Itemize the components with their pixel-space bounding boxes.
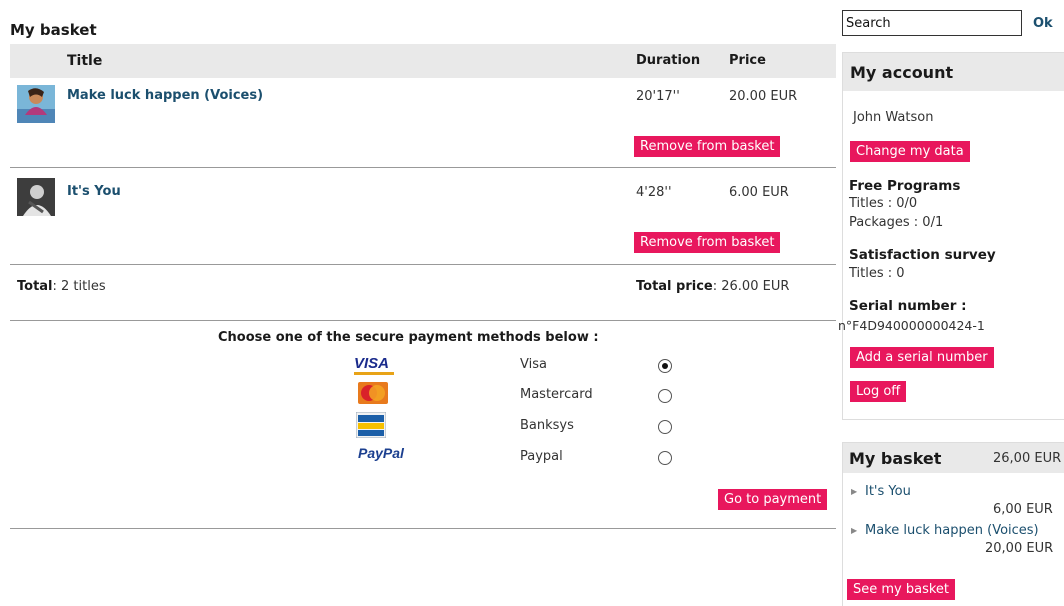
triangle-right-icon: ▶ xyxy=(851,487,858,496)
see-my-basket-button[interactable]: See my basket xyxy=(847,579,955,600)
total-value: : 2 titles xyxy=(52,279,106,294)
total-price-value: : 26.00 EUR xyxy=(712,279,790,294)
payment-option-visa[interactable] xyxy=(340,352,690,378)
payment-heading: Choose one of the secure payment methods below : xyxy=(218,330,599,345)
change-my-data-button[interactable]: Change my data xyxy=(850,141,970,162)
payment-method-label: Mastercard xyxy=(520,387,593,402)
mini-basket-header xyxy=(843,443,1064,473)
track-price: 6.00 EUR xyxy=(729,185,789,200)
free-programs-packages: Packages : 0/1 xyxy=(849,215,944,230)
payment-option-mastercard[interactable] xyxy=(340,382,690,408)
table-header xyxy=(10,44,836,78)
mini-basket-item-price: 20,00 EUR xyxy=(985,541,1054,556)
total-price-label: Total price xyxy=(636,279,713,294)
log-off-button[interactable]: Log off xyxy=(850,381,906,402)
track-duration: 4'28'' xyxy=(636,185,672,200)
free-programs-titles: Titles : 0/0 xyxy=(849,196,918,211)
free-programs-heading: Free Programs xyxy=(849,178,961,194)
satisfaction-survey-heading: Satisfaction survey xyxy=(849,247,996,263)
serial-number-heading: Serial number : xyxy=(849,298,967,314)
column-title: Title xyxy=(67,53,103,69)
my-account-heading: My account xyxy=(843,53,1064,91)
column-price: Price xyxy=(729,53,766,68)
track-title-link[interactable]: Make luck happen (Voices) xyxy=(67,88,264,103)
my-account-box xyxy=(838,52,1064,420)
go-to-payment-button[interactable]: Go to payment xyxy=(718,489,827,510)
album-cover-thumbnail[interactable] xyxy=(17,178,55,216)
total-price xyxy=(636,279,789,294)
account-username: John Watson xyxy=(853,110,934,125)
remove-from-basket-button[interactable]: Remove from basket xyxy=(634,136,780,157)
track-duration: 20'17'' xyxy=(636,89,680,104)
visa-logo-icon: VISA xyxy=(354,355,394,375)
add-serial-number-button[interactable]: Add a serial number xyxy=(850,347,994,368)
serial-number-value: n°F4D940000000424-1 xyxy=(838,318,985,333)
total-label: Total xyxy=(17,279,53,294)
payment-method-label: Paypal xyxy=(520,449,563,464)
mini-basket-item[interactable]: It's You xyxy=(865,484,911,499)
track-price: 20.00 EUR xyxy=(729,89,798,104)
payment-option-banksys[interactable] xyxy=(340,412,690,440)
table-row xyxy=(10,80,836,166)
total-titles xyxy=(17,279,106,294)
section-divider xyxy=(10,320,836,321)
album-cover-thumbnail[interactable] xyxy=(17,85,55,123)
mini-basket-item-price: 6,00 EUR xyxy=(993,502,1053,517)
paypal-radio[interactable] xyxy=(658,451,672,465)
payment-option-paypal[interactable] xyxy=(340,444,690,470)
banksys-radio[interactable] xyxy=(658,420,672,434)
page-title: My basket xyxy=(10,21,97,39)
payment-method-label: Visa xyxy=(520,357,547,372)
search-ok-button[interactable]: Ok xyxy=(1033,16,1053,31)
paypal-logo-icon: PayPal xyxy=(358,445,404,461)
visa-radio[interactable] xyxy=(658,359,672,373)
remove-from-basket-button[interactable]: Remove from basket xyxy=(634,232,780,253)
mastercard-logo-icon xyxy=(358,382,388,404)
row-divider xyxy=(10,264,836,265)
satisfaction-survey-titles: Titles : 0 xyxy=(849,266,905,281)
mini-basket-total: 26,00 EUR xyxy=(993,451,1062,466)
payment-method-label: Banksys xyxy=(520,418,574,433)
column-duration: Duration xyxy=(636,53,701,68)
search-placeholder: Search xyxy=(846,16,891,31)
section-divider xyxy=(10,528,836,529)
mastercard-radio[interactable] xyxy=(658,389,672,403)
search-input[interactable] xyxy=(842,10,1022,36)
triangle-right-icon: ▶ xyxy=(851,526,858,535)
mini-basket-box xyxy=(842,442,1064,606)
mini-basket-item[interactable]: Make luck happen (Voices) xyxy=(865,523,1039,538)
table-row xyxy=(10,168,836,263)
bancontact-logo-icon xyxy=(356,412,386,438)
mini-basket-heading: My basket xyxy=(849,449,942,468)
track-title-link[interactable]: It's You xyxy=(67,184,121,199)
